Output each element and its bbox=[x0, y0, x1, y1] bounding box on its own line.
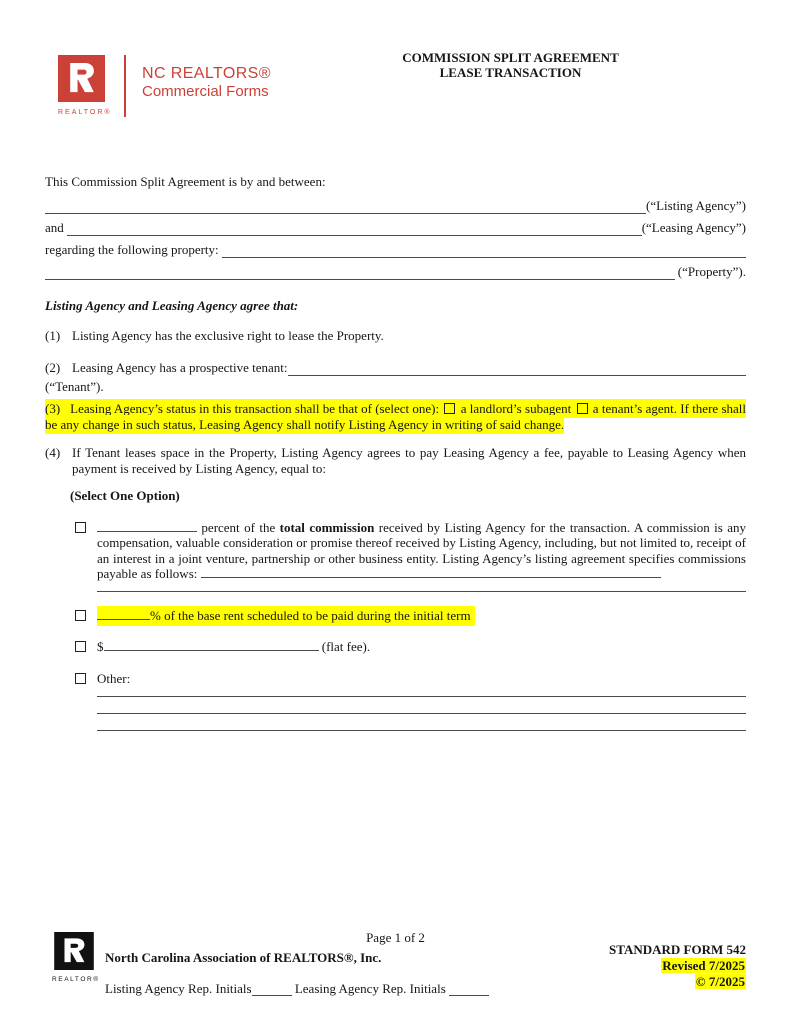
leasing-agency-tag: (“Leasing Agency”) bbox=[641, 220, 746, 235]
landlord-subagent-checkbox[interactable] bbox=[444, 403, 455, 414]
property-tag-row bbox=[45, 258, 746, 280]
option-1-text-1: percent of the bbox=[201, 519, 276, 535]
item-3-rest: If there shall be any change in such status, Leasing Agency shall notify Listing Agency in writing of said change. bbox=[45, 401, 747, 432]
property-lead: regarding the following property: bbox=[45, 242, 222, 257]
item-4-number: (4) bbox=[45, 445, 61, 460]
listing-initials-label: Listing Agency Rep. Initials bbox=[105, 980, 252, 996]
flat-fee-label: (flat fee). bbox=[318, 639, 371, 654]
form-copyright: © 7/2025 bbox=[695, 974, 745, 989]
property-input-line1[interactable] bbox=[222, 257, 746, 258]
initials-row bbox=[105, 980, 489, 996]
option-1-text-2: received by Listing Agency for the transaction. A commission is any compensation, valuable consideration or promise thereof received by Listing Agency, including, but not limited to, receipt of an interest in a joint venture, partnership or other business entity. Listing Agency’s listing agreement specifies commissions payable as follows: bbox=[97, 519, 747, 581]
option-percent-commission bbox=[75, 520, 746, 582]
listing-initials-input[interactable] bbox=[252, 995, 292, 996]
page-number: Page 1 of 2 bbox=[366, 930, 425, 945]
listing-agency-row bbox=[45, 192, 746, 214]
property-tag: (“Property”). bbox=[674, 264, 746, 279]
and-word: and bbox=[45, 220, 68, 235]
listing-agency-tag: (“Listing Agency”) bbox=[646, 198, 746, 213]
footer-realtor-logo bbox=[52, 932, 100, 988]
option-other bbox=[75, 671, 746, 687]
option-2-text: % of the base rent scheduled to be paid during the initial term bbox=[150, 607, 471, 623]
percent-commission-input[interactable] bbox=[97, 520, 197, 532]
percent-base-rent-input[interactable] bbox=[97, 608, 150, 620]
item-3-option-1: a landlord’s subagent bbox=[460, 401, 572, 416]
property-lead-row bbox=[45, 236, 746, 258]
item-4-text: If Tenant leases space in the Property, Listing Agency agrees to pay Leasing Agency a fee, payable to Leasing Agency when payment is received by Listing Agency, equal to: bbox=[72, 445, 746, 476]
form-title-line1: COMMISSION SPLIT AGREEMENT bbox=[402, 50, 619, 65]
realtor-r-icon-black bbox=[54, 932, 94, 970]
listing-agency-input[interactable] bbox=[45, 213, 646, 214]
association-name: North Carolina Association of REALTORS®, Inc. bbox=[105, 950, 382, 965]
form-meta bbox=[609, 942, 746, 990]
intro-lead: This Commission Split Agreement is by and between: bbox=[45, 174, 326, 189]
option-1-bold: total commission bbox=[279, 519, 375, 535]
form-revised: Revised 7/2025 bbox=[662, 958, 745, 973]
leasing-agency-input[interactable] bbox=[67, 235, 642, 236]
brand-name: NC REALTORS® bbox=[142, 65, 271, 82]
item-4 bbox=[45, 445, 746, 476]
other-input-line2[interactable] bbox=[97, 697, 746, 714]
item-3-lead: Leasing Agency’s status in this transaction shall be that of (select one): bbox=[70, 401, 440, 416]
leasing-initials-label: Leasing Agency Rep. Initials bbox=[291, 980, 450, 996]
property-input-line2[interactable] bbox=[45, 279, 675, 280]
commissions-payable-input-line2[interactable] bbox=[97, 582, 746, 592]
option-2-highlight bbox=[97, 606, 475, 626]
item-2-text: Leasing Agency has a prospective tenant: bbox=[72, 360, 288, 375]
item-2-number: (2) bbox=[45, 360, 61, 375]
realtor-wordmark: REALTOR® bbox=[58, 109, 112, 116]
other-checkbox[interactable] bbox=[75, 673, 86, 684]
other-input-line1[interactable] bbox=[97, 686, 746, 697]
item-3-highlight bbox=[45, 399, 746, 434]
flat-fee-input[interactable] bbox=[104, 639, 319, 651]
form-number: STANDARD FORM 542 bbox=[609, 942, 746, 957]
other-label: Other: bbox=[97, 670, 131, 686]
option-percent-base-rent bbox=[75, 608, 746, 624]
item-2 bbox=[45, 359, 746, 376]
item-1-text: Listing Agency has the exclusive right to lease the Property. bbox=[72, 328, 384, 343]
agreement-heading: Listing Agency and Leasing Agency agree that: bbox=[45, 297, 299, 313]
option-flat-fee bbox=[75, 639, 746, 655]
flat-fee-currency: $ bbox=[97, 639, 104, 654]
flat-fee-checkbox[interactable] bbox=[75, 641, 86, 652]
commissions-payable-input[interactable] bbox=[201, 566, 661, 578]
percent-base-rent-checkbox[interactable] bbox=[75, 610, 86, 621]
item-3-option-2: a tenant’s agent. bbox=[592, 401, 677, 416]
fee-options bbox=[75, 520, 746, 732]
other-input-lines bbox=[97, 686, 746, 731]
select-one-option-label: (Select One Option) bbox=[70, 488, 180, 503]
form-body bbox=[45, 0, 746, 731]
item-1 bbox=[45, 328, 746, 344]
item-1-number: (1) bbox=[45, 328, 61, 343]
other-input-line3[interactable] bbox=[97, 714, 746, 731]
item-3-number: (3) bbox=[45, 401, 61, 416]
leasing-initials-input[interactable] bbox=[449, 995, 489, 996]
brand-subtitle: Commercial Forms bbox=[142, 82, 269, 100]
footer-realtor-wordmark: REALTOR® bbox=[52, 976, 100, 983]
leasing-agency-row bbox=[45, 214, 746, 236]
item-3 bbox=[45, 401, 746, 432]
tenant-input[interactable] bbox=[288, 375, 746, 376]
form-title-line2: LEASE TRANSACTION bbox=[439, 65, 582, 80]
tenant-agent-checkbox[interactable] bbox=[577, 403, 588, 414]
tenant-tag: (“Tenant”). bbox=[45, 378, 104, 394]
percent-commission-checkbox[interactable] bbox=[75, 522, 86, 533]
